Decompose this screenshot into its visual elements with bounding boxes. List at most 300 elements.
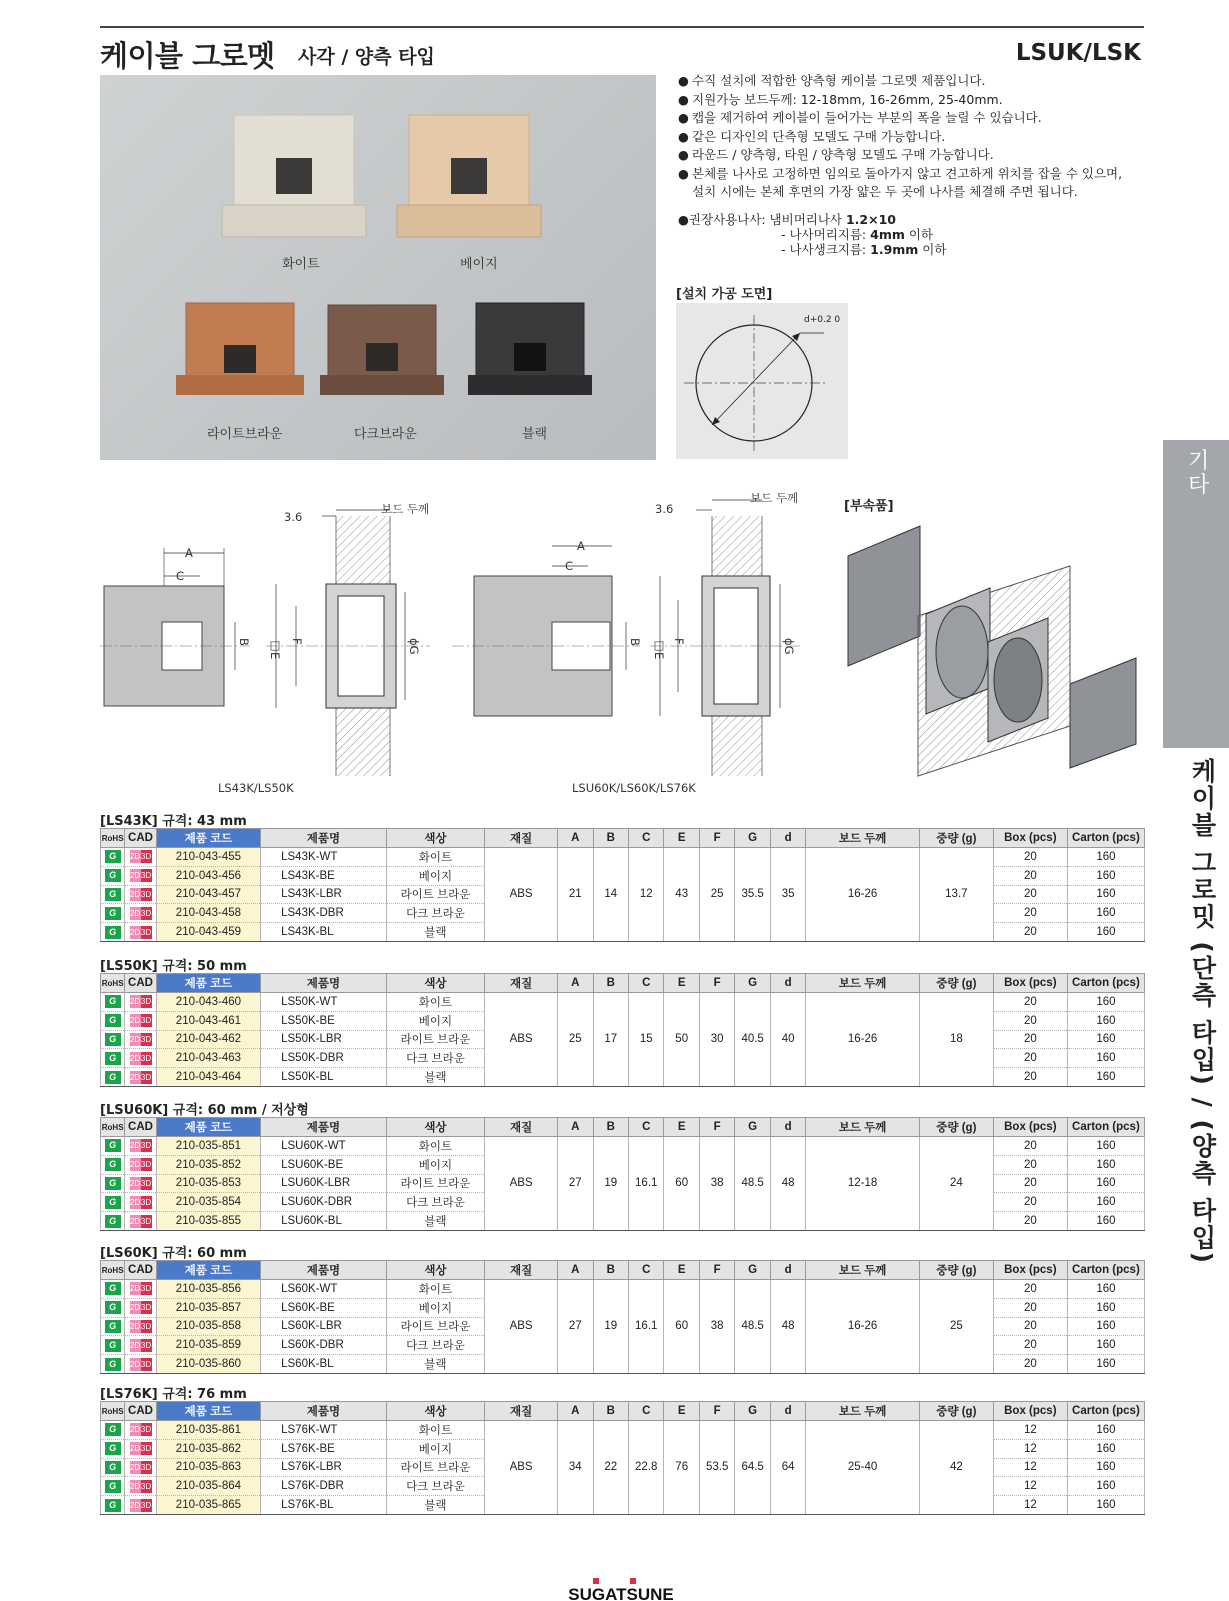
spec-d: 40 [770,993,805,1087]
feature-list [678,72,1158,202]
product-code[interactable]: 210-043-464 [156,1068,260,1087]
cad-icon[interactable] [125,1212,156,1231]
photo-label-lightbrown: 라이트브라운 [207,427,283,442]
product-code[interactable]: 210-035-854 [156,1193,260,1212]
product-code[interactable]: 210-043-455 [156,848,260,867]
cad-icon[interactable] [125,1298,156,1317]
box-qty: 12 [993,1439,1067,1458]
table-header-cell: C [629,829,664,848]
product-color: 다크 브라운 [386,1193,484,1212]
install-drawing [676,303,848,459]
table-header-cell: Carton (pcs) [1067,1402,1144,1421]
cad-2d-badge[interactable]: 2D [129,1284,141,1294]
cad-download-icon[interactable] [130,995,152,1008]
cad-2d-badge[interactable]: 2D [129,1034,141,1044]
product-name: LS60K-LBR [261,1317,387,1336]
rohs-icon [101,1496,125,1515]
product-code[interactable]: 210-035-860 [156,1355,260,1374]
page-subtitle: 사각 / 양측 타입 [298,46,435,68]
carton-qty: 160 [1067,1496,1144,1515]
cad-3d-badge[interactable]: 3D [140,1216,152,1226]
rohs-icon [101,848,125,867]
box-qty: 20 [993,885,1067,904]
table-header-cell: B [593,1118,628,1137]
table-header-cell: CAD [125,829,156,848]
grommet-lightbrown [176,303,304,395]
rohs-icon [101,1439,125,1458]
product-code[interactable]: 210-035-851 [156,1137,260,1156]
logo-dot-right [630,1578,636,1584]
cad-2d-badge[interactable]: 2D [129,1340,141,1350]
cad-2d-badge[interactable]: 2D [129,889,141,899]
cad-2d-badge[interactable]: 2D [129,1160,141,1170]
table-header-cell: Box (pcs) [993,1402,1067,1421]
carton-qty: 160 [1067,1030,1144,1049]
cad-2d-badge[interactable]: 2D [129,1444,141,1454]
dim-e-right: □E [652,638,666,660]
table-header-cell: d [770,1402,805,1421]
cad-download-icon[interactable] [130,1499,152,1512]
table-header-cell: d [770,1261,805,1280]
carton-qty: 160 [1067,1137,1144,1156]
table-header-cell: E [664,1118,699,1137]
spec-board: 12-18 [806,1137,920,1231]
product-name: LS76K-WT [261,1421,387,1440]
cad-icon[interactable] [125,1421,156,1440]
box-qty: 20 [993,1298,1067,1317]
cad-download-icon[interactable] [130,1014,152,1027]
product-color: 베이지 [386,1298,484,1317]
cad-download-icon[interactable] [130,1196,152,1209]
product-code[interactable]: 210-035-864 [156,1477,260,1496]
rohs-icon [101,923,125,942]
rohs-icon [101,904,125,923]
cad-icon[interactable] [125,848,156,867]
cad-icon[interactable] [125,1155,156,1174]
spec-material: ABS [485,1280,558,1374]
product-code[interactable]: 210-035-865 [156,1496,260,1515]
table-header-cell: Box (pcs) [993,1261,1067,1280]
carton-qty: 160 [1067,1336,1144,1355]
product-name: LS76K-DBR [261,1477,387,1496]
table-header-cell: E [664,1261,699,1280]
product-code[interactable]: 210-035-862 [156,1439,260,1458]
cad-3d-badge[interactable]: 3D [140,1284,152,1294]
cad-download-icon[interactable] [130,1320,152,1333]
table-row[interactable] [101,1421,1145,1440]
cad-2d-badge[interactable]: 2D [129,1500,141,1510]
spec-a: 27 [558,1137,593,1231]
table-header-cell: 보드 두께 [806,1118,920,1137]
cad-download-icon[interactable] [130,1423,152,1436]
rohs-icon [101,885,125,904]
cad-3d-badge[interactable]: 3D [140,1197,152,1207]
rohs-badge: G [105,1339,121,1352]
cad-icon[interactable] [125,1193,156,1212]
dim-f-left: F [290,638,304,645]
rohs-badge: G [105,1461,121,1474]
spec-board: 25-40 [806,1421,920,1515]
table-header-cell: C [629,1261,664,1280]
rohs-badge: G [105,1052,121,1065]
table-header-cell: C [629,1118,664,1137]
product-code[interactable]: 210-043-459 [156,923,260,942]
cad-3d-badge[interactable]: 3D [140,1340,152,1350]
cad-3d-badge[interactable]: 3D [140,1500,152,1510]
product-name: LS43K-LBR [261,885,387,904]
rohs-icon [101,1336,125,1355]
cad-3d-badge[interactable]: 3D [140,908,152,918]
product-code[interactable]: 210-035-861 [156,1421,260,1440]
product-name: LS76K-LBR [261,1458,387,1477]
product-color: 블랙 [386,1496,484,1515]
table-header-cell: E [664,974,699,993]
rohs-badge: G [105,1033,121,1046]
cad-3d-badge[interactable]: 3D [140,871,152,881]
cad-3d-badge[interactable]: 3D [140,1016,152,1026]
table-header-cell: B [593,1402,628,1421]
product-code[interactable]: 210-043-456 [156,866,260,885]
cad-2d-badge[interactable]: 2D [129,1359,141,1369]
cad-download-icon[interactable] [130,1339,152,1352]
cad-3d-badge[interactable]: 3D [140,1303,152,1313]
cad-2d-badge[interactable]: 2D [129,852,141,862]
table-header-cell: 재질 [485,1118,558,1137]
cad-2d-badge[interactable]: 2D [129,1321,141,1331]
cad-3d-badge[interactable]: 3D [140,889,152,899]
cad-download-icon[interactable] [130,1358,152,1371]
spec-c: 16.1 [629,1137,664,1231]
product-code[interactable]: 210-035-858 [156,1317,260,1336]
rohs-badge: G [105,926,121,939]
cad-download-icon[interactable] [130,1282,152,1295]
carton-qty: 160 [1067,923,1144,942]
cad-3d-badge[interactable]: 3D [140,1141,152,1151]
table-header-cell: Box (pcs) [993,1118,1067,1137]
table-header-cell: 중량 (g) [919,1402,993,1421]
install-tolerance: d+0.2 0 [804,315,841,325]
table-row[interactable] [101,848,1145,867]
cad-icon[interactable] [125,1439,156,1458]
rohs-icon [101,1137,125,1156]
carton-qty: 160 [1067,1049,1144,1068]
cad-icon[interactable] [125,993,156,1012]
product-color: 다크 브라운 [386,1336,484,1355]
cad-icon[interactable] [125,1137,156,1156]
box-qty: 12 [993,1477,1067,1496]
cad-download-icon[interactable] [130,1215,152,1228]
cad-3d-badge[interactable]: 3D [140,927,152,937]
table-header-cell: 제품명 [261,1118,387,1137]
cad-icon[interactable] [125,1174,156,1193]
table-header-cell: 중량 (g) [919,1118,993,1137]
photo-label-darkbrown: 다크브라운 [354,427,417,442]
table-header-cell: C [629,974,664,993]
table-header-cell: 색상 [386,974,484,993]
cad-icon[interactable] [125,1477,156,1496]
cad-2d-badge[interactable]: 2D [129,908,141,918]
cad-3d-badge[interactable]: 3D [140,1481,152,1491]
rohs-badge: G [105,1301,121,1314]
spec-f: 38 [699,1137,734,1231]
rohs-badge: G [105,995,121,1008]
product-code[interactable]: 210-035-863 [156,1458,260,1477]
spec-a: 25 [558,993,593,1087]
carton-qty: 160 [1067,1011,1144,1030]
table-header-cell: d [770,1118,805,1137]
table-header-cell: F [699,974,734,993]
cad-download-icon[interactable] [130,1052,152,1065]
spec-d: 64 [770,1421,805,1515]
cad-icon[interactable] [125,1280,156,1299]
table-header-cell: 색상 [386,1118,484,1137]
product-color: 블랙 [386,1355,484,1374]
rohs-badge: G [105,907,121,920]
carton-qty: 160 [1067,1477,1144,1496]
spec-b: 22 [593,1421,628,1515]
cad-3d-badge[interactable]: 3D [140,1425,152,1435]
cad-download-icon[interactable] [130,1301,152,1314]
cad-3d-badge[interactable]: 3D [140,1462,152,1472]
rohs-icon [101,1355,125,1374]
cad-3d-badge[interactable]: 3D [140,1160,152,1170]
cad-download-icon[interactable] [130,1442,152,1455]
product-name: LS43K-BL [261,923,387,942]
rohs-badge: G [105,1014,121,1027]
product-code[interactable]: 210-043-458 [156,904,260,923]
box-qty: 20 [993,1137,1067,1156]
photo-label-beige: 베이지 [460,257,498,272]
spec-a: 27 [558,1280,593,1374]
table-header-cell: 색상 [386,1402,484,1421]
cad-2d-badge[interactable]: 2D [129,1178,141,1188]
product-code[interactable]: 210-035-853 [156,1174,260,1193]
table-header-cell: F [699,1402,734,1421]
cad-2d-badge[interactable]: 2D [129,1016,141,1026]
rohs-icon [101,1317,125,1336]
grommet-darkbrown [320,305,444,395]
rohs-icon [101,1068,125,1087]
dim-3.6-right: 3.6 [655,502,674,516]
cad-2d-badge[interactable]: 2D [129,1303,141,1313]
cad-download-icon[interactable] [130,1177,152,1190]
cad-2d-badge[interactable]: 2D [129,1053,141,1063]
photo-label-black: 블랙 [522,427,548,442]
technical-drawings [100,491,1140,796]
dim-3.6-left: 3.6 [284,510,303,524]
cad-download-icon[interactable] [130,1158,152,1171]
table-header-cell: CAD [125,1261,156,1280]
box-qty: 20 [993,1193,1067,1212]
spec-material: ABS [485,848,558,942]
product-color: 베이지 [386,1439,484,1458]
spec-c: 22.8 [629,1421,664,1515]
cad-icon[interactable] [125,904,156,923]
cad-icon[interactable] [125,1458,156,1477]
product-name: LS43K-DBR [261,904,387,923]
box-qty: 20 [993,1336,1067,1355]
rohs-badge: G [105,1139,121,1152]
sugatsune-logo [568,1578,674,1601]
spec-e: 60 [664,1280,699,1374]
cad-download-icon[interactable] [130,1480,152,1493]
cad-icon[interactable] [125,1336,156,1355]
product-code[interactable]: 210-035-856 [156,1280,260,1299]
table-header-cell: d [770,974,805,993]
cad-icon[interactable] [125,1068,156,1087]
rohs-badge: G [105,1480,121,1493]
cad-3d-badge[interactable]: 3D [140,1178,152,1188]
product-color: 블랙 [386,1068,484,1087]
product-code[interactable]: 210-043-460 [156,993,260,1012]
product-color: 베이지 [386,1155,484,1174]
carton-qty: 160 [1067,1212,1144,1231]
table-header-cell: E [664,1402,699,1421]
table-header-cell: F [699,1118,734,1137]
cad-2d-badge[interactable]: 2D [129,997,141,1007]
product-code[interactable]: 210-035-855 [156,1212,260,1231]
product-code[interactable]: 210-035-857 [156,1298,260,1317]
cad-2d-badge[interactable]: 2D [129,1141,141,1151]
box-qty: 20 [993,848,1067,867]
cad-download-icon[interactable] [130,869,152,882]
rohs-icon [101,1049,125,1068]
cad-3d-badge[interactable]: 3D [140,1053,152,1063]
cad-2d-badge[interactable]: 2D [129,1216,141,1226]
table-header-cell: d [770,829,805,848]
box-qty: 12 [993,1458,1067,1477]
rohs-icon [101,866,125,885]
product-color: 라이트 브라운 [386,885,484,904]
feature-item: ● 수직 설치에 적합한 양측형 케이블 그로멧 제품입니다. [678,73,986,88]
dim-c-left: C [176,569,185,583]
logo-text: SUGATSUNE [568,1585,674,1601]
product-code[interactable]: 210-035-852 [156,1155,260,1174]
spec-weight: 42 [919,1421,993,1515]
cad-2d-badge[interactable]: 2D [129,1425,141,1435]
table-header-cell: G [735,1118,770,1137]
rohs-icon [101,1280,125,1299]
cad-download-icon[interactable] [130,1139,152,1152]
product-name: LS60K-DBR [261,1336,387,1355]
table-header-cell: Box (pcs) [993,829,1067,848]
dim-a-right: A [577,539,585,553]
box-qty: 20 [993,923,1067,942]
product-color: 다크 브라운 [386,1049,484,1068]
rohs-badge: G [105,1499,121,1512]
spec-g: 40.5 [735,993,770,1087]
rohs-badge: G [105,1196,121,1209]
table-row[interactable] [101,993,1145,1012]
rohs-icon [101,1174,125,1193]
cad-2d-badge[interactable]: 2D [129,927,141,937]
cad-download-icon[interactable] [130,926,152,939]
box-qty: 20 [993,1174,1067,1193]
spec-d: 48 [770,1280,805,1374]
cad-download-icon[interactable] [130,907,152,920]
install-title: [설치 가공 도면] [676,287,773,302]
spec-f: 25 [699,848,734,942]
cad-icon[interactable] [125,923,156,942]
cad-2d-badge[interactable]: 2D [129,1462,141,1472]
cad-icon[interactable] [125,866,156,885]
product-name: LS50K-WT [261,993,387,1012]
spec-board: 16-26 [806,1280,920,1374]
cad-2d-badge[interactable]: 2D [129,1197,141,1207]
product-color: 라이트 브라운 [386,1317,484,1336]
cad-3d-badge[interactable]: 3D [140,1444,152,1454]
cad-2d-badge[interactable]: 2D [129,1481,141,1491]
product-code[interactable]: 210-035-859 [156,1336,260,1355]
table-header-cell: 중량 (g) [919,974,993,993]
product-code[interactable]: 210-043-461 [156,1011,260,1030]
cad-3d-badge[interactable]: 3D [140,1072,152,1082]
spec-material: ABS [485,1421,558,1515]
table-header-cell: F [699,829,734,848]
cad-download-icon[interactable] [130,888,152,901]
cad-3d-badge[interactable]: 3D [140,1321,152,1331]
rohs-icon [101,1155,125,1174]
table-row[interactable] [101,1137,1145,1156]
table-header-cell: A [558,1261,593,1280]
cad-2d-badge[interactable]: 2D [129,1072,141,1082]
table-header-cell: 제품명 [261,1261,387,1280]
spec-b: 19 [593,1137,628,1231]
product-code[interactable]: 210-043-457 [156,885,260,904]
cad-3d-badge[interactable]: 3D [140,1359,152,1369]
box-qty: 20 [993,1280,1067,1299]
spec-weight: 18 [919,993,993,1087]
cad-icon[interactable] [125,1030,156,1049]
cad-download-icon[interactable] [130,1071,152,1084]
table-header-cell: 보드 두께 [806,974,920,993]
box-qty: 20 [993,1049,1067,1068]
cad-download-icon[interactable] [130,850,152,863]
cad-icon[interactable] [125,885,156,904]
rohs-icon [101,1458,125,1477]
table-header-cell: RoHS [101,1261,125,1280]
cad-icon[interactable] [125,1496,156,1515]
table-header-cell: RoHS [101,1402,125,1421]
spec-e: 76 [664,1421,699,1515]
cad-icon[interactable] [125,1355,156,1374]
model-code: LSUK/LSK [1015,40,1141,66]
spec-c: 15 [629,993,664,1087]
cad-icon[interactable] [125,1317,156,1336]
cad-3d-badge[interactable]: 3D [140,852,152,862]
spec-c: 16.1 [629,1280,664,1374]
box-qty: 20 [993,866,1067,885]
cad-icon[interactable] [125,1011,156,1030]
product-code[interactable]: 210-043-463 [156,1049,260,1068]
cad-download-icon[interactable] [130,1033,152,1046]
product-color: 화이트 [386,1280,484,1299]
spec-f: 38 [699,1280,734,1374]
table-row[interactable] [101,1280,1145,1299]
cad-3d-badge[interactable]: 3D [140,1034,152,1044]
cad-2d-badge[interactable]: 2D [129,871,141,881]
product-code[interactable]: 210-043-462 [156,1030,260,1049]
table-title: [LSU60K] 규격: 60 mm / 저상형 [100,1103,309,1118]
cad-3d-badge[interactable]: 3D [140,997,152,1007]
cad-icon[interactable] [125,1049,156,1068]
drawing-caption-left: LS43K/LS50K [218,781,294,795]
product-name: LS60K-BL [261,1355,387,1374]
product-name: LSU60K-BL [261,1212,387,1231]
box-qty: 12 [993,1421,1067,1440]
rohs-badge: G [105,1442,121,1455]
cad-download-icon[interactable] [130,1461,152,1474]
